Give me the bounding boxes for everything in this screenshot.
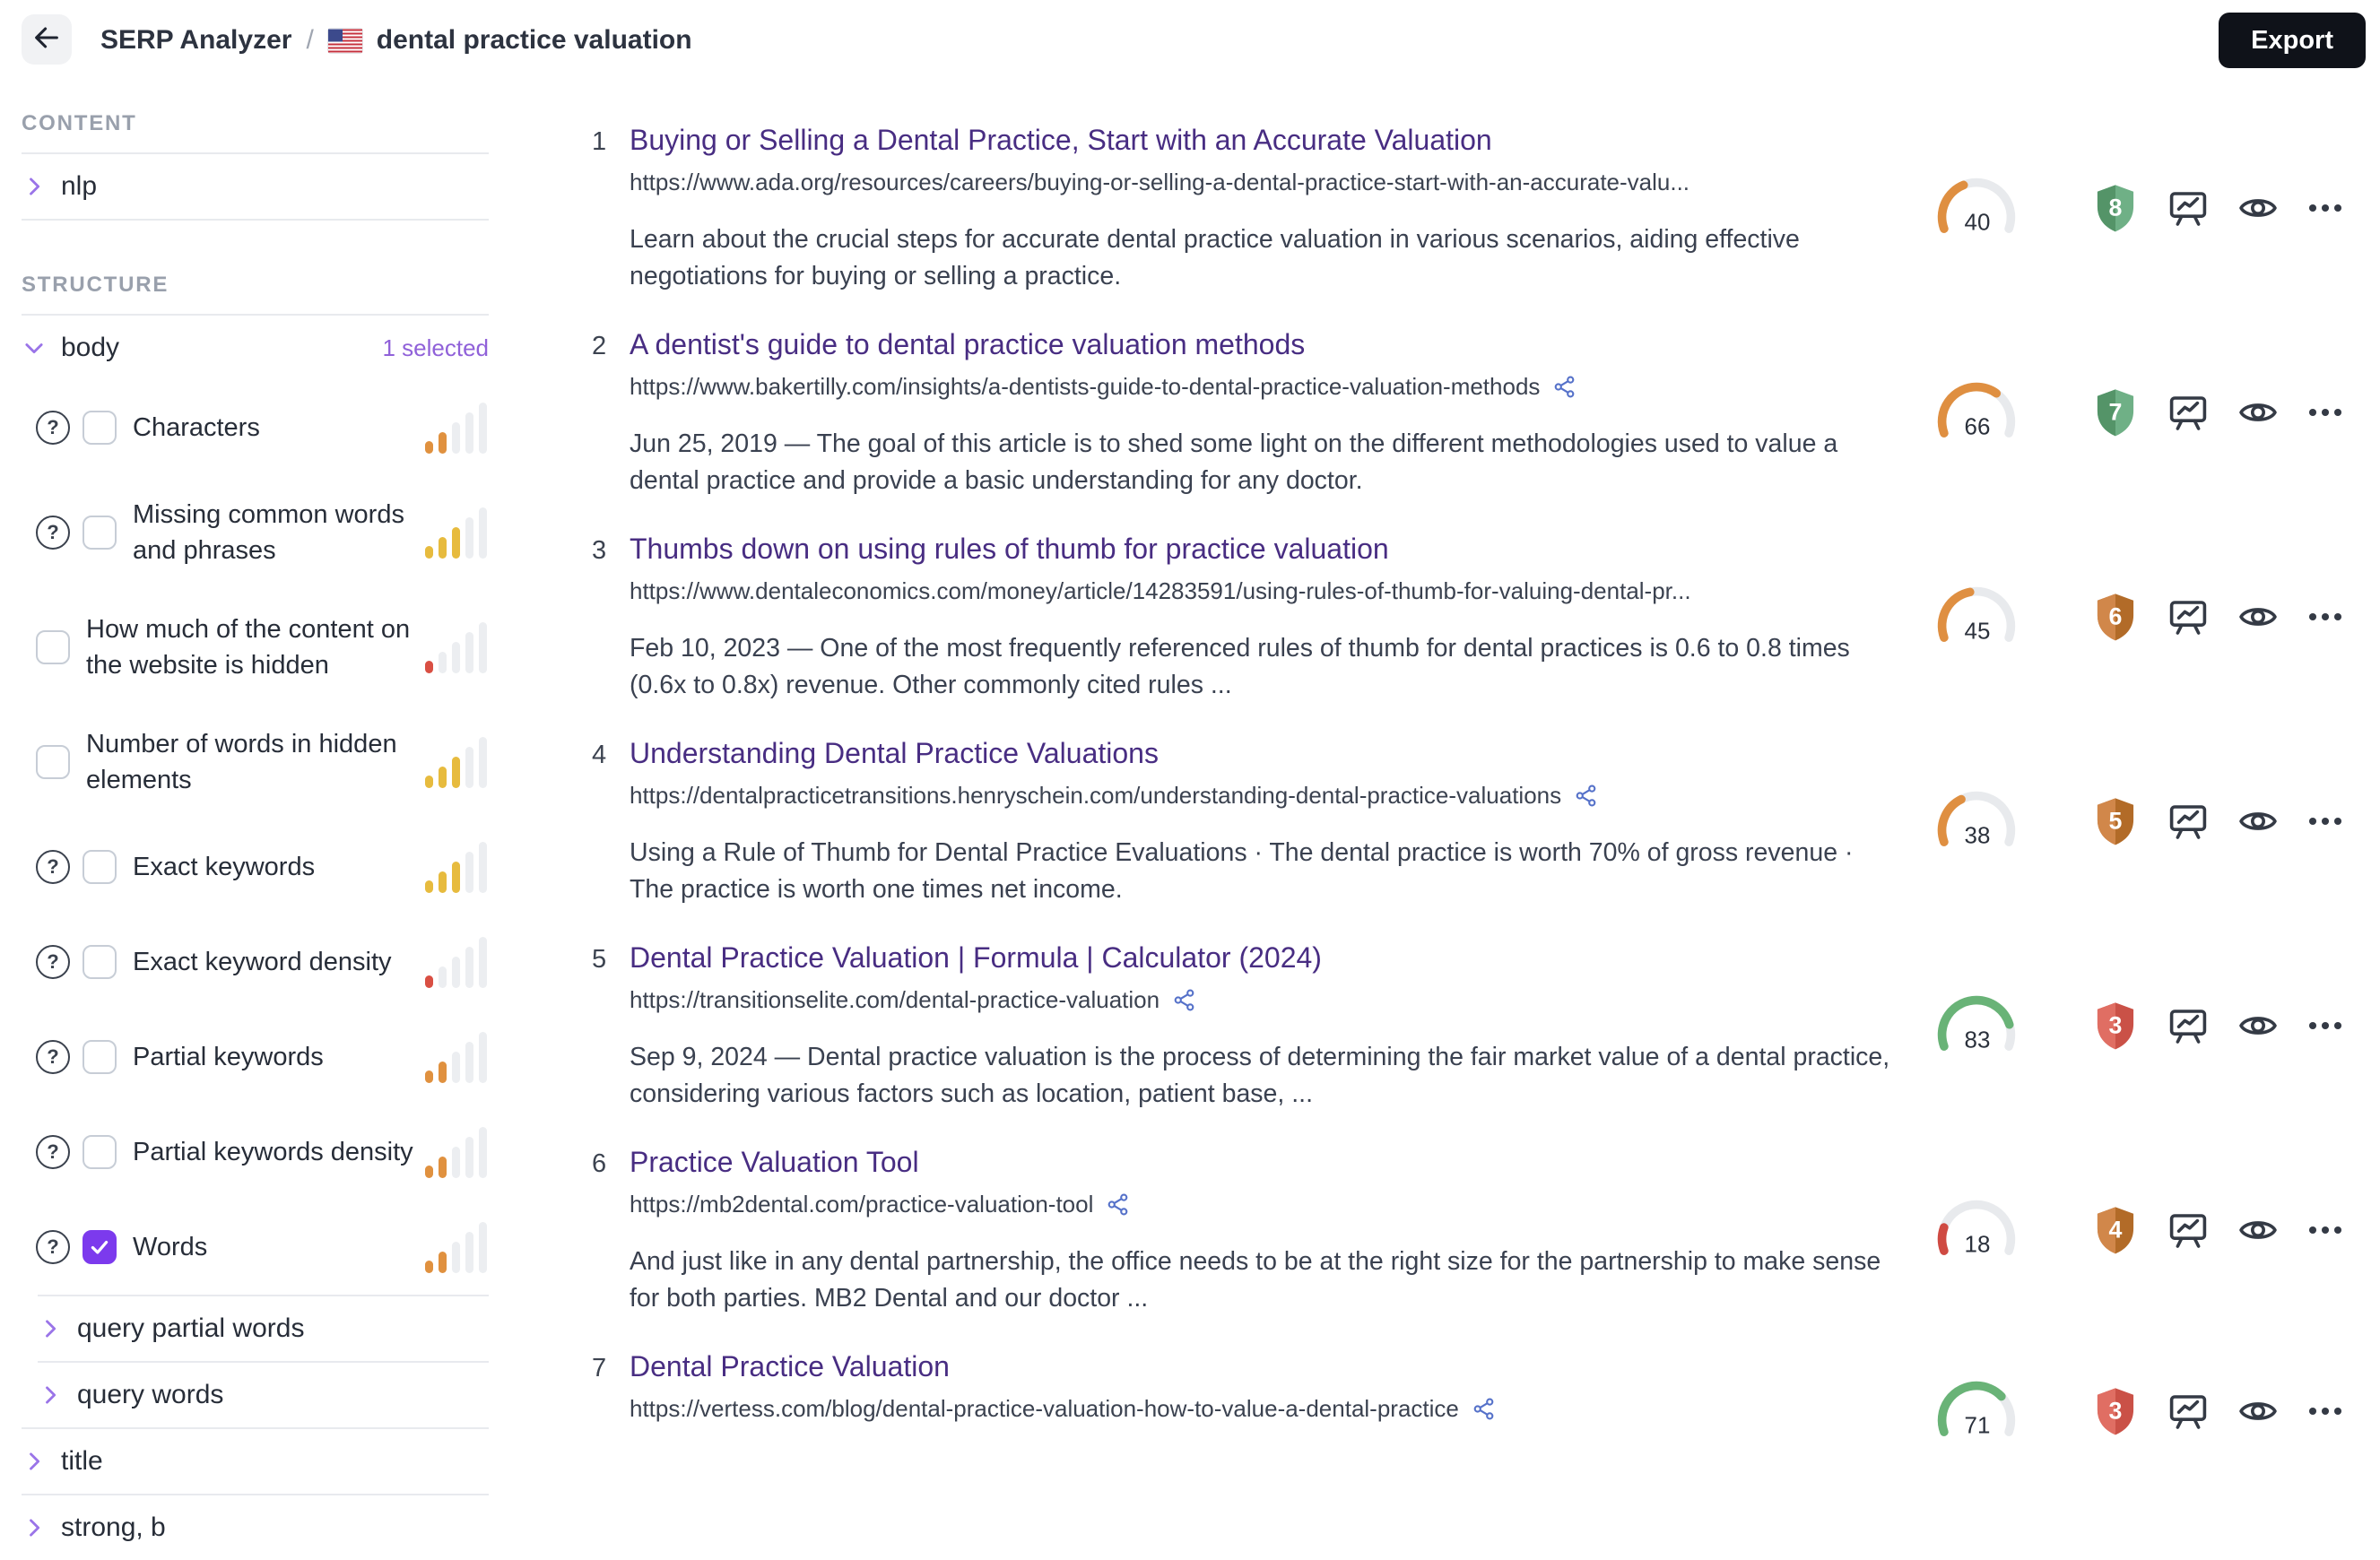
mini-bar [465, 1232, 473, 1273]
score-shield [2091, 1385, 2140, 1437]
result-text [630, 326, 1903, 531]
metric-label: Missing common words and phrases [133, 500, 404, 565]
sidebar-item-nlp[interactable] [22, 152, 489, 221]
eye-icon[interactable] [2237, 800, 2280, 843]
result-rank: 1 [592, 127, 607, 156]
metric-row-partial-keywords[interactable] [22, 1010, 489, 1105]
ellipsis-icon[interactable] [2306, 598, 2344, 636]
chevron-right-icon [38, 1316, 63, 1341]
share-icon[interactable] [1574, 784, 1598, 808]
metric-mini-chart [425, 736, 489, 788]
structure-tree-children [22, 1295, 489, 1560]
shield-score: 5 [2108, 806, 2123, 834]
mini-bar [479, 1032, 487, 1083]
mini-bar [465, 747, 473, 788]
score-shield [2091, 386, 2140, 438]
presentation-chart-icon[interactable] [2167, 800, 2210, 843]
mini-bar [452, 1147, 460, 1178]
ellipsis-icon[interactable] [2306, 802, 2344, 840]
presentation-chart-icon[interactable] [2167, 1390, 2210, 1433]
check-icon [88, 1235, 111, 1259]
result-title[interactable]: Buying or Selling a Dental Practice, Start with an Accurate Valuation [630, 124, 1492, 156]
gauge-value: 40 [1964, 210, 1991, 236]
sidebar-item-strong-b[interactable] [22, 1494, 489, 1560]
result-text [630, 1348, 1903, 1553]
result-title[interactable]: A dentist's guide to dental practice valuation methods [630, 328, 1306, 360]
breadcrumb-app[interactable]: SERP Analyzer [100, 25, 292, 55]
result-url: https://www.bakertilly.com/insights/a-dentists-guide-to-dental-practice-valuation-methods [630, 373, 1541, 400]
mini-bar [439, 966, 447, 988]
mini-bar [439, 652, 447, 673]
result-snippet: Sep 9, 2024 — Dental practice valuation is the process of determining the fair market value of a dental practice, considering various factors such as location, patient base, ... [630, 1043, 1890, 1108]
mini-bar [465, 412, 473, 454]
mini-bar [439, 767, 447, 788]
checkbox[interactable] [83, 1230, 117, 1264]
back-button[interactable] [22, 14, 72, 65]
shield-score: 3 [2108, 1010, 2123, 1038]
metric-mini-chart [425, 402, 489, 454]
result-snippet: Jun 25, 2019 — The goal of this article is to shed some light on the different methodologies used to value a dental practice and provide a basic understanding for any doctor. [630, 429, 1838, 495]
mini-bar [452, 757, 460, 788]
metric-row-exact-keywords[interactable] [22, 819, 489, 914]
ellipsis-icon[interactable] [2306, 394, 2344, 431]
sidebar-item-title[interactable] [22, 1427, 489, 1494]
help-icon[interactable]: ? [36, 411, 70, 445]
mini-bar [479, 622, 487, 673]
result-meta [1933, 1374, 2344, 1448]
relevance-gauge [1933, 784, 2020, 858]
mini-bar [425, 546, 433, 559]
result-title[interactable]: Understanding Dental Practice Valuations [630, 737, 1159, 769]
help-icon[interactable]: ? [36, 1230, 70, 1264]
result-row-3 [592, 531, 2344, 735]
checkbox[interactable] [83, 850, 117, 884]
shield-score: 7 [2108, 397, 2123, 425]
metric-list [22, 380, 489, 1295]
breadcrumb-separator: / [306, 25, 314, 55]
metric-label: Partial keywords density [133, 1138, 413, 1166]
mini-bar [479, 403, 487, 454]
mini-bar [439, 537, 447, 559]
result-url: https://dentalpracticetransitions.henryschein.com/understanding-dental-practice-valuations [630, 782, 1562, 809]
result-rank: 4 [592, 741, 607, 769]
result-text [630, 531, 1903, 735]
export-button[interactable]: Export [2219, 13, 2366, 68]
score-shield [2091, 795, 2140, 847]
checkbox[interactable] [83, 516, 117, 550]
help-icon[interactable]: ? [36, 1135, 70, 1169]
metric-row-number-of-words-in-hidden-elements[interactable] [22, 705, 489, 819]
gauge-value: 83 [1964, 1027, 1991, 1053]
metric-row-how-much-of-the-content-on-the-website-is-hidden[interactable] [22, 590, 489, 705]
mini-bar [425, 880, 433, 893]
metric-label: Words [133, 1233, 208, 1261]
mini-bar [439, 871, 447, 893]
eye-icon[interactable] [2237, 595, 2280, 638]
mini-bar [439, 432, 447, 454]
mini-bar [452, 1052, 460, 1083]
result-rank: 5 [592, 945, 607, 974]
share-icon[interactable] [1106, 1192, 1130, 1217]
result-text [630, 940, 1903, 1144]
serp-result-list [592, 122, 2344, 1553]
sidebar-item-label: body [61, 333, 120, 362]
mini-bar [479, 1222, 487, 1273]
result-snippet: Feb 10, 2023 — One of the most frequently referenced rules of thumb for dental practices is 0.6 to 0.8 times (0.6x to 0.8x) revenue. Other commonly cited rules ... [630, 634, 1850, 699]
checkbox[interactable] [83, 411, 117, 445]
share-icon[interactable] [1472, 1397, 1496, 1421]
result-meta [1933, 784, 2344, 858]
presentation-chart-icon[interactable] [2167, 1004, 2210, 1047]
tree-item-label: query words [77, 1380, 224, 1409]
eye-icon[interactable] [2237, 186, 2280, 230]
score-shield [2091, 182, 2140, 234]
ellipsis-icon[interactable] [2306, 1392, 2344, 1430]
mini-bar [425, 776, 433, 788]
mini-bar [452, 527, 460, 559]
result-meta [1933, 170, 2344, 245]
result-meta [1933, 988, 2344, 1062]
result-title[interactable]: Dental Practice Valuation | Formula | Calculator (2024) [630, 941, 1322, 974]
relevance-gauge [1933, 579, 2020, 654]
metric-mini-chart [425, 1031, 489, 1083]
shield-score: 4 [2108, 1215, 2123, 1243]
eye-icon[interactable] [2237, 1209, 2280, 1252]
checkbox[interactable] [83, 1040, 117, 1074]
chevron-right-icon [22, 1515, 47, 1540]
structure-section-label: STRUCTURE [22, 273, 169, 297]
result-snippet: Using a Rule of Thumb for Dental Practice Evaluations · The dental practice is worth 70% of gross revenue · The practice is worth one times net income. [630, 838, 1854, 904]
metric-row-words[interactable] [22, 1200, 489, 1295]
presentation-chart-icon[interactable] [2167, 1209, 2210, 1252]
presentation-chart-icon[interactable] [2167, 595, 2210, 638]
shield-score: 3 [2108, 1396, 2123, 1424]
mini-bar [425, 1261, 433, 1273]
mini-bar [479, 507, 487, 559]
metric-row-partial-keywords-density[interactable] [22, 1105, 489, 1200]
metric-label: Number of words in hidden elements [86, 730, 397, 794]
metric-mini-chart [425, 1221, 489, 1273]
result-meta [1933, 1192, 2344, 1267]
metric-label: How much of the content on the website is hidden [86, 615, 411, 680]
mini-bar [439, 1062, 447, 1083]
result-url: https://transitionselite.com/dental-practice-valuation [630, 986, 1160, 1013]
result-row-5 [592, 940, 2344, 1144]
mini-bar [452, 1242, 460, 1273]
metric-mini-chart [425, 621, 489, 673]
score-shield [2091, 1000, 2140, 1052]
result-text [630, 1144, 1903, 1348]
ellipsis-icon[interactable] [2306, 1007, 2344, 1044]
sidebar-item-label: nlp [61, 171, 98, 201]
mini-bar [465, 852, 473, 893]
metric-mini-chart [425, 507, 489, 559]
result-url: https://www.ada.org/resources/careers/buying-or-selling-a-dental-practice-start-with-an-accurate-valu... [630, 169, 1690, 195]
score-shield [2091, 591, 2140, 643]
arrow-left-icon [31, 22, 62, 57]
tree-item-label: query partial words [77, 1313, 305, 1343]
result-rank: 6 [592, 1149, 607, 1178]
mini-bar [452, 642, 460, 673]
share-icon[interactable] [1172, 988, 1196, 1012]
mini-bar [425, 1166, 433, 1178]
share-icon[interactable] [1552, 375, 1577, 399]
ellipsis-icon[interactable] [2306, 189, 2344, 227]
mini-bar [439, 1252, 447, 1273]
mini-bar [465, 632, 473, 673]
us-flag-icon [328, 29, 362, 53]
content-section-label: CONTENT [22, 111, 137, 135]
mini-bar [452, 422, 460, 454]
result-url: https://vertess.com/blog/dental-practice-valuation-how-to-value-a-dental-practice [630, 1395, 1459, 1422]
result-text [630, 122, 1903, 326]
result-url: https://mb2dental.com/practice-valuation-tool [630, 1191, 1094, 1218]
result-text [630, 735, 1903, 940]
eye-icon[interactable] [2237, 1004, 2280, 1047]
mini-bar [479, 737, 487, 788]
gauge-value: 45 [1964, 619, 1991, 645]
mini-bar [452, 957, 460, 988]
result-meta [1933, 579, 2344, 654]
result-snippet: Learn about the crucial steps for accurate dental practice valuation in various scenarios, aiding effective negotiations for buying or selling a practice. [630, 225, 1800, 290]
result-row-6 [592, 1144, 2344, 1348]
result-row-2 [592, 326, 2344, 531]
checkbox[interactable] [83, 1135, 117, 1169]
result-row-1 [592, 122, 2344, 326]
mini-bar [452, 862, 460, 893]
chevron-right-icon [38, 1382, 63, 1408]
metric-mini-chart [425, 1126, 489, 1178]
breadcrumb [100, 0, 692, 81]
metric-row-characters[interactable] [22, 380, 489, 475]
result-title[interactable]: Dental Practice Valuation [630, 1350, 950, 1382]
help-icon[interactable]: ? [36, 516, 70, 550]
result-row-7 [592, 1348, 2344, 1553]
selected-count: 1 selected [382, 334, 489, 361]
mini-bar [465, 1137, 473, 1178]
checkbox[interactable] [36, 630, 70, 664]
presentation-chart-icon[interactable] [2167, 186, 2210, 230]
presentation-chart-icon[interactable] [2167, 391, 2210, 434]
relevance-gauge [1933, 375, 2020, 449]
score-shield [2091, 1204, 2140, 1256]
metric-label: Exact keyword density [133, 948, 392, 976]
checkbox[interactable] [36, 745, 70, 779]
mini-bar [465, 1042, 473, 1083]
mini-bar [425, 441, 433, 454]
metric-mini-chart [425, 841, 489, 893]
sidebar [22, 95, 489, 1560]
tree-item-label: title [61, 1446, 103, 1476]
mini-bar [425, 1070, 433, 1083]
mini-bar [465, 947, 473, 988]
result-url: https://www.dentaleconomics.com/money/article/14283591/using-rules-of-thumb-for-valuing-dental-pr... [630, 577, 1691, 604]
eye-icon[interactable] [2237, 391, 2280, 434]
relevance-gauge [1933, 988, 2020, 1062]
relevance-gauge [1933, 1192, 2020, 1267]
result-title[interactable]: Practice Valuation Tool [630, 1146, 919, 1178]
chevron-down-icon [22, 335, 47, 360]
mini-bar [439, 1157, 447, 1178]
mini-bar [425, 975, 433, 988]
metric-mini-chart [425, 936, 489, 988]
tree-item-label: strong, b [61, 1512, 166, 1542]
mini-bar [479, 1127, 487, 1178]
metric-row-exact-keyword-density[interactable] [22, 914, 489, 1010]
help-icon[interactable]: ? [36, 1040, 70, 1074]
result-title[interactable]: Thumbs down on using rules of thumb for practice valuation [630, 533, 1389, 565]
result-meta [1933, 375, 2344, 449]
ellipsis-icon[interactable] [2306, 1211, 2344, 1249]
relevance-gauge [1933, 1374, 2020, 1448]
mini-bar [479, 842, 487, 893]
shield-score: 6 [2108, 602, 2123, 629]
metric-row-missing-common-words-and-phrases[interactable] [22, 475, 489, 590]
result-rank: 7 [592, 1354, 607, 1382]
shield-score: 8 [2108, 193, 2123, 221]
gauge-value: 38 [1964, 823, 1991, 849]
sidebar-item-body[interactable] [22, 314, 489, 380]
mini-bar [425, 661, 433, 673]
gauge-value: 18 [1964, 1232, 1991, 1258]
help-icon[interactable]: ? [36, 945, 70, 979]
checkbox[interactable] [83, 945, 117, 979]
breadcrumb-query: dental practice valuation [376, 25, 692, 55]
result-snippet: And just like in any dental partnership, the office needs to be at the right size for the partnership to make sense for both parties. MB2 Dental and our doctor ... [630, 1247, 1881, 1313]
sidebar-item-query-partial-words[interactable] [38, 1295, 489, 1361]
result-rank: 3 [592, 536, 607, 565]
metric-label: Exact keywords [133, 853, 316, 881]
result-rank: 2 [592, 332, 607, 360]
mini-bar [465, 517, 473, 559]
chevron-right-icon [22, 1449, 47, 1474]
help-icon[interactable]: ? [36, 850, 70, 884]
gauge-value: 71 [1964, 1413, 1991, 1439]
result-row-4 [592, 735, 2344, 940]
mini-bar [479, 937, 487, 988]
chevron-right-icon [22, 174, 47, 199]
relevance-gauge [1933, 170, 2020, 245]
sidebar-item-query-words[interactable] [38, 1361, 489, 1427]
eye-icon[interactable] [2237, 1390, 2280, 1433]
gauge-value: 66 [1964, 414, 1991, 440]
metric-label: Characters [133, 413, 260, 442]
metric-label: Partial keywords [133, 1043, 324, 1071]
